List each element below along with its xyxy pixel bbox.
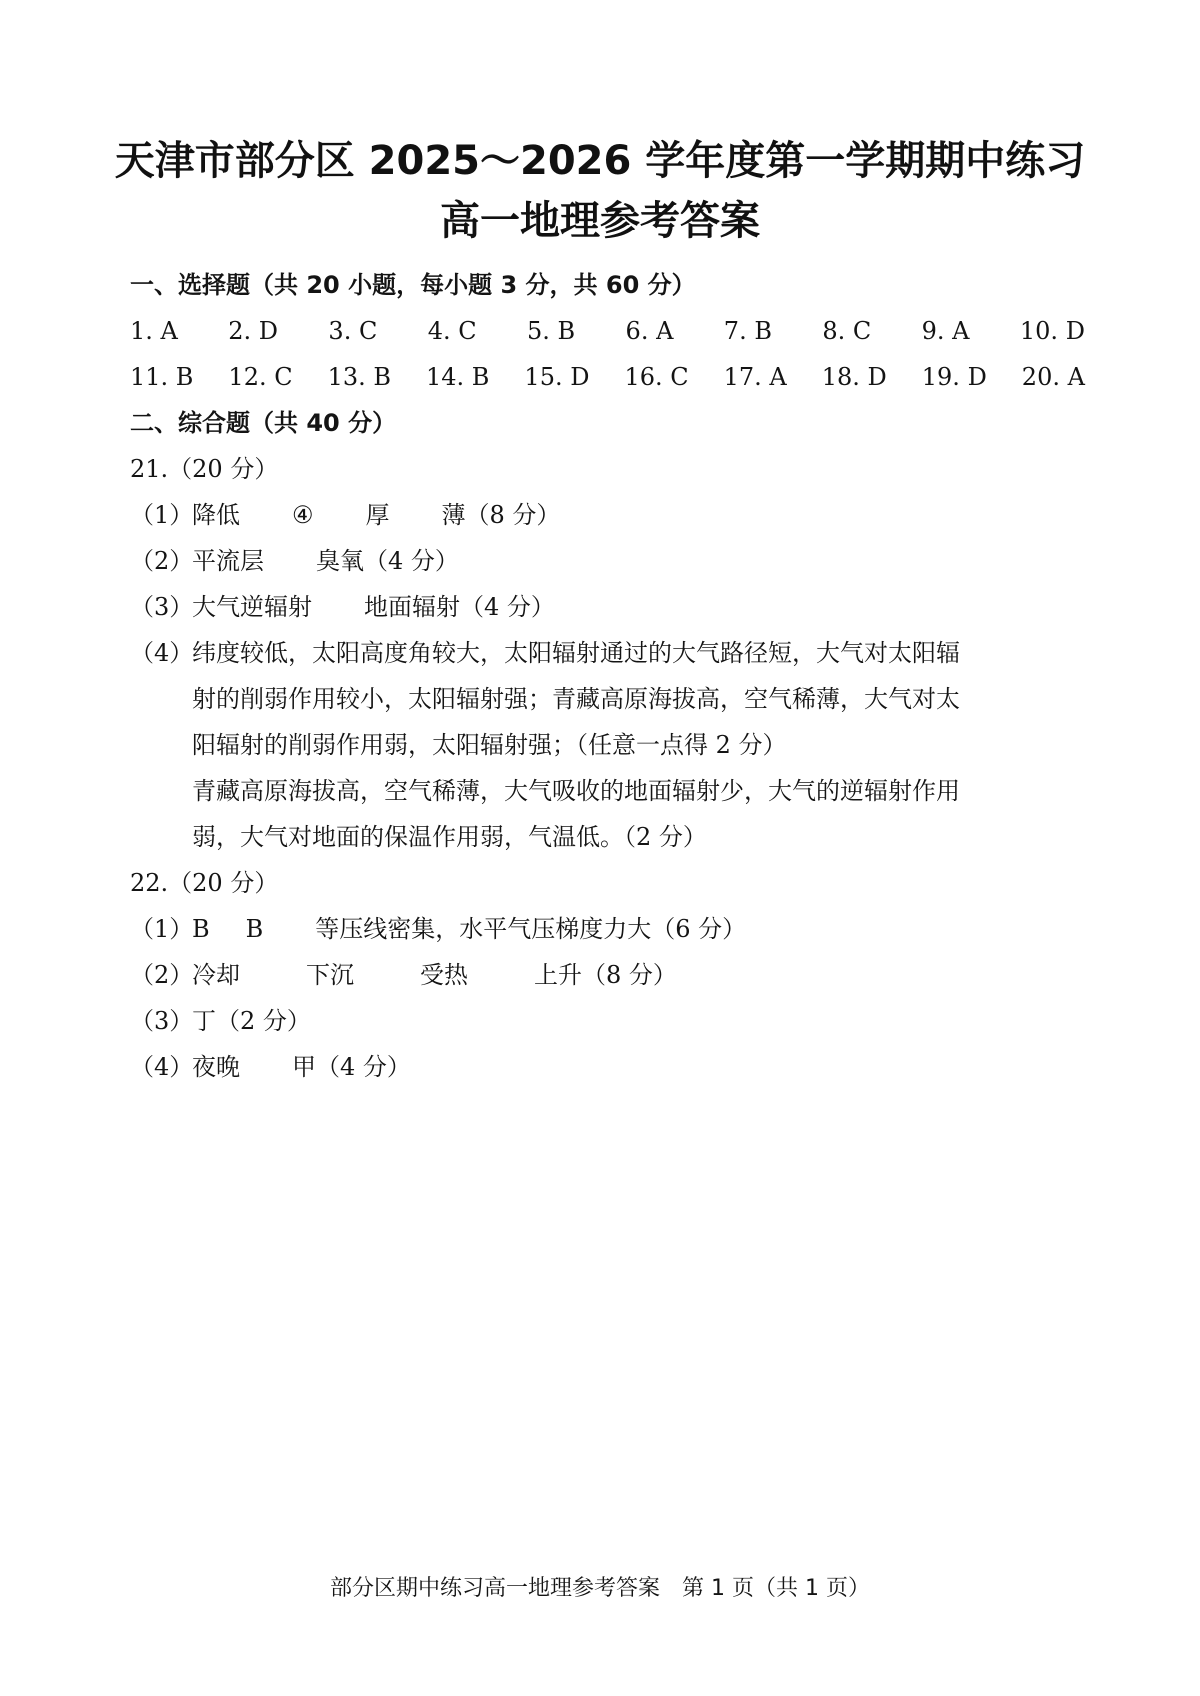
- answer-text: 薄（8 分）: [441, 501, 561, 529]
- answer-text: B: [192, 915, 210, 943]
- choice-answer: 16. C: [624, 363, 689, 391]
- q22-part-2: [130, 952, 1085, 998]
- choice-answer: 9. A: [921, 317, 970, 345]
- choice-answer: 2. D: [228, 317, 279, 345]
- choice-answer: 20. A: [1021, 363, 1085, 391]
- answer-text: 冷却: [192, 961, 240, 989]
- answer-text: 甲（4 分）: [292, 1053, 411, 1081]
- choice-answer: 12. C: [228, 363, 293, 391]
- choice-answer: 8. C: [822, 317, 872, 345]
- answer-text: 降低: [192, 501, 240, 529]
- part-number: （3）: [130, 1007, 194, 1035]
- choice-answer: 6. A: [625, 317, 674, 345]
- answer-text: 夜晚: [192, 1053, 240, 1081]
- choice-answer: 17. A: [723, 363, 787, 391]
- choice-answer: 14. B: [426, 363, 490, 391]
- part-number: （4）: [130, 1053, 194, 1081]
- answer-line: 纬度较低，太阳高度角较大，太阳辐射通过的大气路径短，大气对太阳辐: [192, 639, 960, 667]
- part-number: （4）: [130, 639, 194, 667]
- document-title: 天津市部分区 2025～2026 学年度第一学期期中练习: [114, 138, 1086, 184]
- q22-part-4: [130, 1044, 1085, 1090]
- q22-part-3: [130, 998, 1085, 1044]
- answer-text: B: [245, 915, 264, 943]
- answer-text: 等压线密集，水平气压梯度力大（6 分）: [315, 915, 747, 943]
- answer-text: 受热: [420, 961, 468, 989]
- part-number: （1）: [130, 501, 194, 529]
- choice-answer: 13. B: [327, 363, 392, 391]
- answer-text: ④: [292, 501, 314, 529]
- choice-answer: 18. D: [821, 363, 887, 391]
- answer-text: 上升（8 分）: [534, 961, 677, 989]
- choice-answer: 5. B: [526, 317, 576, 345]
- choice-answer: 15. D: [524, 363, 590, 391]
- q21-part-1: [130, 492, 1085, 538]
- answer-text: 臭氧（4 分）: [316, 547, 459, 575]
- choice-answer: 7. B: [723, 317, 772, 345]
- choice-answer: 11. B: [130, 363, 194, 391]
- choice-answer: 3. C: [328, 317, 378, 345]
- section-comprehensive-heading: 二、综合题（共 40 分）: [130, 409, 397, 437]
- part-number: （1）: [130, 915, 194, 943]
- q21-part-2: [130, 538, 1085, 584]
- answer-text: 大气逆辐射: [192, 593, 312, 621]
- q21-part-4: [130, 630, 1085, 860]
- answer-text: 厚: [365, 501, 390, 529]
- part-number: （2）: [130, 961, 194, 989]
- answer-text: 平流层: [192, 547, 264, 575]
- choice-answers-row-2: [130, 354, 1085, 400]
- choice-answer: 4. C: [427, 317, 477, 345]
- choice-answer: 10. D: [1019, 317, 1085, 345]
- q22-part-1: [130, 906, 1085, 952]
- answer-text: 地面辐射（4 分）: [364, 593, 555, 621]
- choice-answer: 19. D: [921, 363, 987, 391]
- choice-answers-row-1: [130, 308, 1085, 354]
- answer-body: [130, 262, 1085, 1090]
- answer-text: 丁（2 分）: [192, 1007, 311, 1035]
- question-22-heading: 22.（20 分）: [130, 869, 279, 897]
- choice-answer: 1. A: [130, 317, 178, 345]
- answer-text: 下沉: [306, 961, 354, 989]
- page-footer: 部分区期中练习高一地理参考答案 第 1 页（共 1 页）: [330, 1576, 870, 1601]
- question-21-heading: 21.（20 分）: [130, 455, 279, 483]
- answer-line: 射的削弱作用较小，太阳辐射强；青藏高原海拔高，空气稀薄，大气对太: [192, 685, 960, 713]
- part-number: （2）: [130, 547, 194, 575]
- answer-line: 阳辐射的削弱作用弱，太阳辐射强；（任意一点得 2 分）: [192, 731, 787, 759]
- answer-line: 青藏高原海拔高，空气稀薄，大气吸收的地面辐射少，大气的逆辐射作用: [192, 777, 960, 805]
- answer-line: 弱，大气对地面的保温作用弱，气温低。（2 分）: [192, 823, 707, 851]
- part-number: （3）: [130, 593, 194, 621]
- q21-part-3: [130, 584, 1085, 630]
- document-subtitle: 高一地理参考答案: [440, 198, 760, 244]
- section-choice-heading: 一、选择题（共 20 小题，每小题 3 分，共 60 分）: [130, 271, 696, 299]
